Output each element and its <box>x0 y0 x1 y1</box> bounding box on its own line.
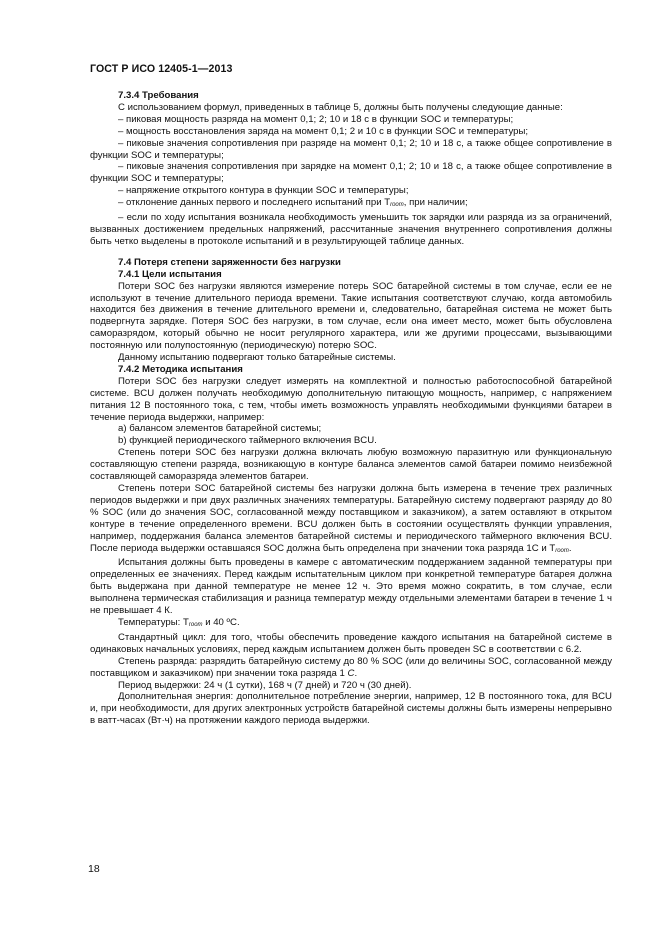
section-heading-7-3-4: 7.3.4 Требования <box>118 90 199 101</box>
temperatures-text: Температуры: T <box>118 616 189 628</box>
temperatures-text-end: и 40 ºС. <box>202 616 240 628</box>
deviation-text: – отклонение данных первого и последнего испытаний при T <box>118 197 391 209</box>
paragraph-text-end: . <box>568 542 572 554</box>
page-body <box>90 90 612 727</box>
section-heading-7-4-1: 7.4.1 Цели испытания <box>118 268 222 280</box>
discharge-text: Степень разряда: разрядить батарейную систему до 80 % SOC (или до величины SOC, согласованной между поставщиком и заказчиком) при значении тока разряда 1 <box>90 655 612 679</box>
requirements-item: – пиковые значения сопротивления при зарядке на момент 0,1; 2; 10 и 18 с, а также общее сопротивление в функции SOC и температуры; <box>90 161 612 185</box>
requirements-item: – пиковые значения сопротивления при разряде на момент 0,1; 2; 10 и 18 с, а также общее сопротивление в функции SOC и температуры; <box>90 137 612 161</box>
requirements-item: – мощность восстановления заряда на момент 0,1; 2 и 10 с в функции SOC и температуры; <box>118 125 529 137</box>
page-number: 18 <box>88 863 100 875</box>
paragraph <box>90 656 612 680</box>
document-header: ГОСТ Р ИСО 12405-1—2013 <box>90 63 233 75</box>
discharge-text-end: . <box>354 667 358 679</box>
paragraph-text: Степень потери SOC батарейной системы без нагрузки должна быть измерена в течение трех различных периодов выдержки и при двух различных значениях температуры. Батарейную систему подвергают разряду до 80 % SOC (или до значения SOC, согласованной между поставщиком и заказчиком), а затем оставляют в открытом контуре в течение определенного времени. BCU должен быть в состоянии осуществлять функции управления, например, поддержания баланса элементов батарейной системы и периодического таймерного включения BCU. После периода выдержки оставшаяся SOC должна быть определена при значении тока разряда 1С и T <box>90 483 612 554</box>
t-room-subscript: room <box>555 547 569 554</box>
requirements-item-deviation <box>90 197 612 212</box>
paragraph: Потери SOC без нагрузки следует измерять на комплектной и полностью работоспособной батарейной системе. BCU должен получать необходимую дополнительную питающую мощность, например, с напряжением питания 12 В постоянного тока, с тем, чтобы иметь возможность управлять необходимыми функциями батареи в течение периода выдержки, например: <box>90 375 612 423</box>
requirements-intro: С использованием формул, приведенных в таблице 5, должны быть получены следующие данные: <box>118 101 563 113</box>
requirements-item: – пиковая мощность разряда на момент 0,1; 2; 10 и 18 с в функции SOC и температуры; <box>118 113 514 125</box>
temperatures-line <box>90 617 612 632</box>
requirements-item: – напряжение открытого контура в функции SOC и температуры; <box>118 185 409 197</box>
paragraph: Период выдержки: 24 ч (1 сутки), 168 ч (7 дней) и 720 ч (30 дней). <box>118 679 412 691</box>
paragraph: Данному испытанию подвергают только батарейные системы. <box>118 352 396 364</box>
paragraph: Испытания должны быть проведены в камере с автоматическим поддержанием заданной температуры при определенных ее значениях. Перед каждым испытательным циклом при конкретной температуре батарея должна быть выдержана при данной температуре не менее 12 ч. Это время можно сократить, в том случае, если выполнена термическая стабилизация и разница температур между отдельными элементами батареи в течение 1 ч не превышает 4 К. <box>90 557 612 617</box>
t-room-subscript: room <box>188 621 203 628</box>
list-item-a: а) балансом элементов батарейной системы; <box>118 423 322 435</box>
paragraph: Дополнительная энергия: дополнительное потребление энергии, например, 12 В постоянного тока, для BCU и, при необходимости, для других электронных устройств батарейной системы должны быть измерены непрерывно в ватт-часах (Вт·ч) на протяжении каждого периода выдержки. <box>90 691 612 727</box>
requirements-item: – если по ходу испытания возникала необходимость уменьшить ток зарядки или разряда из за ограничений, вызванных достижением предельных напряжений, рассчитанные значения внутреннего сопротивления должны быть четко выделены в протоколе испытаний и в результирующей таблице данных. <box>90 212 612 247</box>
paragraph: Степень потери SOC без нагрузки должна включать любую возможную паразитную или функциональную составляющую степени разряда, возникающую в контуре баланса элементов самой батареи помимо неизбежной составляющей саморазряда элементов батареи. <box>90 447 612 483</box>
paragraph: Стандартный цикл: для того, чтобы обеспечить проведение каждого испытания на батарейной системе в одинаковых начальных условиях, перед каждым испытанием должен быть проведен SC в соответствии с 6.2. <box>90 631 612 655</box>
paragraph: Потери SOC без нагрузки являются измерение потерь SOC батарейной системы в том случае, если ее не используют в течение длительного периода времени. Такие испытания соответствуют случаю, когда автомобиль находится без движения в течение длительного времени и, следовательно, батарейная система не может быть подвергнута зарядке. Потеря SOC без нагрузки, в том случае, если она имеет место, может быть обусловлена саморазрядом, который обычно не носит регулярного характера, или же другими процессами, вызывающими постоянную или полупостоянную (периодическую) потерю SOC. <box>90 280 612 352</box>
t-room-subscript: room <box>390 202 404 209</box>
current-unit: C <box>347 667 355 679</box>
section-heading-7-4-2: 7.4.2 Методика испытания <box>118 363 243 375</box>
list-item-b: b) функцией периодического таймерного включения BCU. <box>118 435 377 447</box>
paragraph <box>90 483 612 557</box>
deviation-text-end: , при наличии; <box>403 197 468 209</box>
section-heading-7-4: 7.4 Потеря степени заряженности без нагрузки <box>118 256 341 268</box>
